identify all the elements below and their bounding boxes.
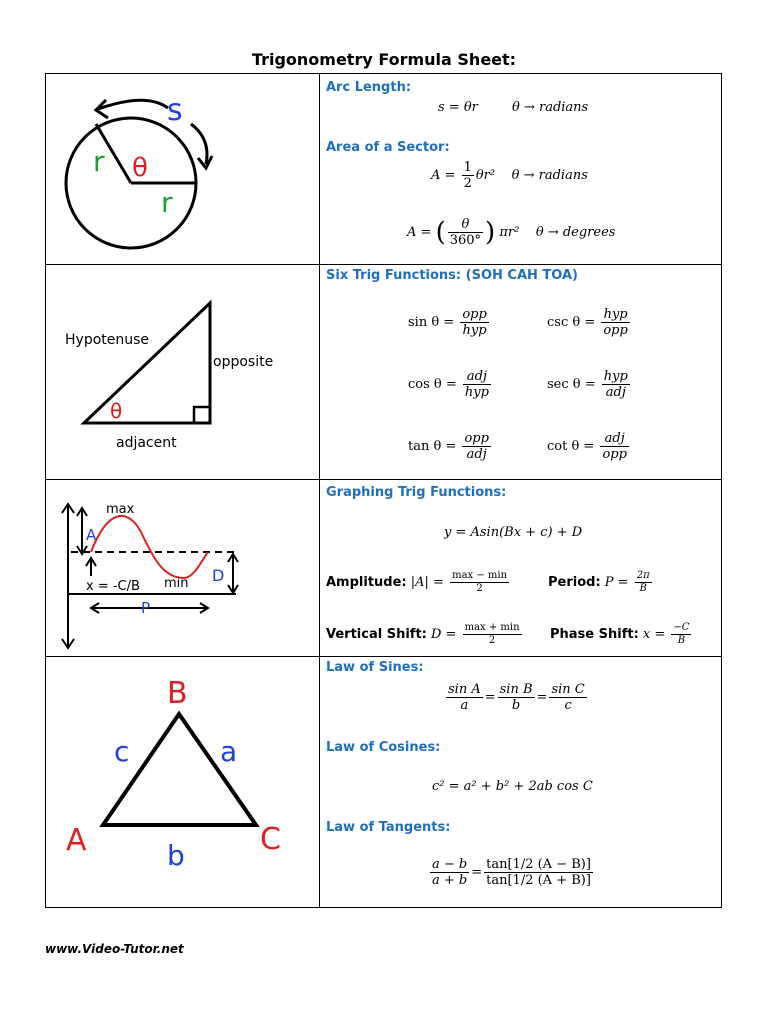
adjacent-label: adjacent (116, 435, 177, 451)
right-triangle-figure (46, 265, 319, 480)
law-of-tangents-formula: $\frac{a - b}{a + b}$ = $\frac{\tan[1/2 (A - B)]}{\tan[1/2 (A + B)]}$ (432, 857, 591, 888)
cos-formula: cos θ = $\frac{\text{adj}}{\text{hyp}}$ (408, 369, 489, 400)
right-angle-marker (194, 407, 210, 423)
cot-formula: cot θ = $\frac{\text{adj}}{\text{opp}}$ (547, 431, 627, 462)
fraction: $\frac{\theta}{360^\circ}$ (449, 217, 482, 248)
radius-label-1: r (93, 145, 105, 178)
max-label: max (106, 502, 135, 517)
sector-formula-degrees: A = ( $\frac{\theta}{360^\circ}$ ) πr² θ → degrees (407, 217, 616, 248)
period-label: P (141, 599, 151, 617)
sine-wave-figure (46, 480, 319, 657)
vertical-shift-label: D (212, 566, 225, 585)
csc-formula: csc θ = $\frac{\text{hyp}}{\text{opp}}$ (547, 307, 628, 338)
opposite-label: opposite (213, 354, 274, 370)
vertex-c-label: C (260, 822, 281, 857)
side-a-label: a (220, 735, 238, 768)
side-c-label: c (114, 735, 130, 768)
row-laws (46, 656, 721, 908)
vertex-b-label: B (167, 676, 188, 711)
period-formula: Period: P = $\frac{2\pi}{B}$ (548, 570, 650, 594)
phase-shift-formula: Phase Shift: x = $\frac{-C}{B}$ (550, 622, 690, 646)
angle-label: θ (110, 399, 123, 423)
arc-sector-formulas (320, 74, 721, 264)
row-six-trig (46, 264, 721, 480)
sec-formula: sec θ = $\frac{\text{hyp}}{\text{adj}}$ (547, 369, 628, 400)
law-of-cosines-formula: c² = a² + b² + 2ab cos C (432, 779, 593, 794)
sin-formula: sin θ = $\frac{\text{opp}}{\text{hyp}}$ (408, 307, 487, 338)
arc-length-heading: Arc Length: (326, 80, 412, 95)
graphing-formulas (320, 480, 721, 657)
triangle-outline (103, 714, 256, 825)
law-of-cosines-heading: Law of Cosines: (326, 740, 441, 755)
side-b-label: b (167, 839, 185, 872)
law-of-tangents-heading: Law of Tangents: (326, 820, 451, 835)
laws-formulas (320, 657, 721, 908)
oblique-triangle-figure (46, 657, 319, 908)
arc-label: s (167, 93, 183, 128)
arc-length-note: θ → radians (512, 100, 589, 115)
sector-heading: Area of a Sector: (326, 140, 450, 155)
general-equation: y = Asin(Bx + c) + D (444, 525, 583, 540)
law-of-sines-heading: Law of Sines: (326, 660, 424, 675)
law-of-sines-formula: $\frac{\text{sin A}}{a}$ = $\frac{\text{sin B}}{b}$ = $\frac{\text{sin C}}{c}$ (448, 682, 585, 713)
phase-label: x = -C/B (86, 579, 140, 594)
tan-formula: tan θ = $\frac{\text{opp}}{\text{adj}}$ (408, 431, 489, 462)
footer-url: www.Video-Tutor.net (45, 942, 184, 956)
row-arc-sector (46, 74, 721, 264)
page-title: Trigonometry Formula Sheet: (251, 50, 517, 69)
triangle-outline (84, 303, 210, 423)
amplitude-label: A (86, 526, 97, 544)
arc-length-formula: s = θr (438, 100, 478, 115)
vertical-shift-formula: Vertical Shift: D = $\frac{\max + \min}{2}$ (326, 622, 520, 646)
radius-label-2: r (161, 186, 173, 219)
angle-label: θ (132, 153, 148, 183)
sector-formula-radians: A = $\frac{1}{2}$ θr² θ → radians (431, 160, 588, 191)
six-trig-formulas (320, 265, 721, 480)
amplitude-formula: Amplitude: |A| = $\frac{\max - \min}{2}$ (326, 570, 508, 594)
vertex-a-label: A (66, 823, 87, 858)
arc-arrow (98, 100, 168, 109)
circle-figure (46, 74, 319, 264)
six-trig-heading: Six Trig Functions: (SOH CAH TOA) (326, 268, 578, 283)
fraction: $\frac{1}{2}$ (463, 160, 472, 191)
row-graphing (46, 479, 721, 657)
min-label: min (164, 576, 189, 591)
hypotenuse-label: Hypotenuse (65, 332, 150, 348)
graphing-heading: Graphing Trig Functions: (326, 485, 507, 500)
sine-curve (91, 516, 208, 578)
formula-table (45, 73, 722, 908)
